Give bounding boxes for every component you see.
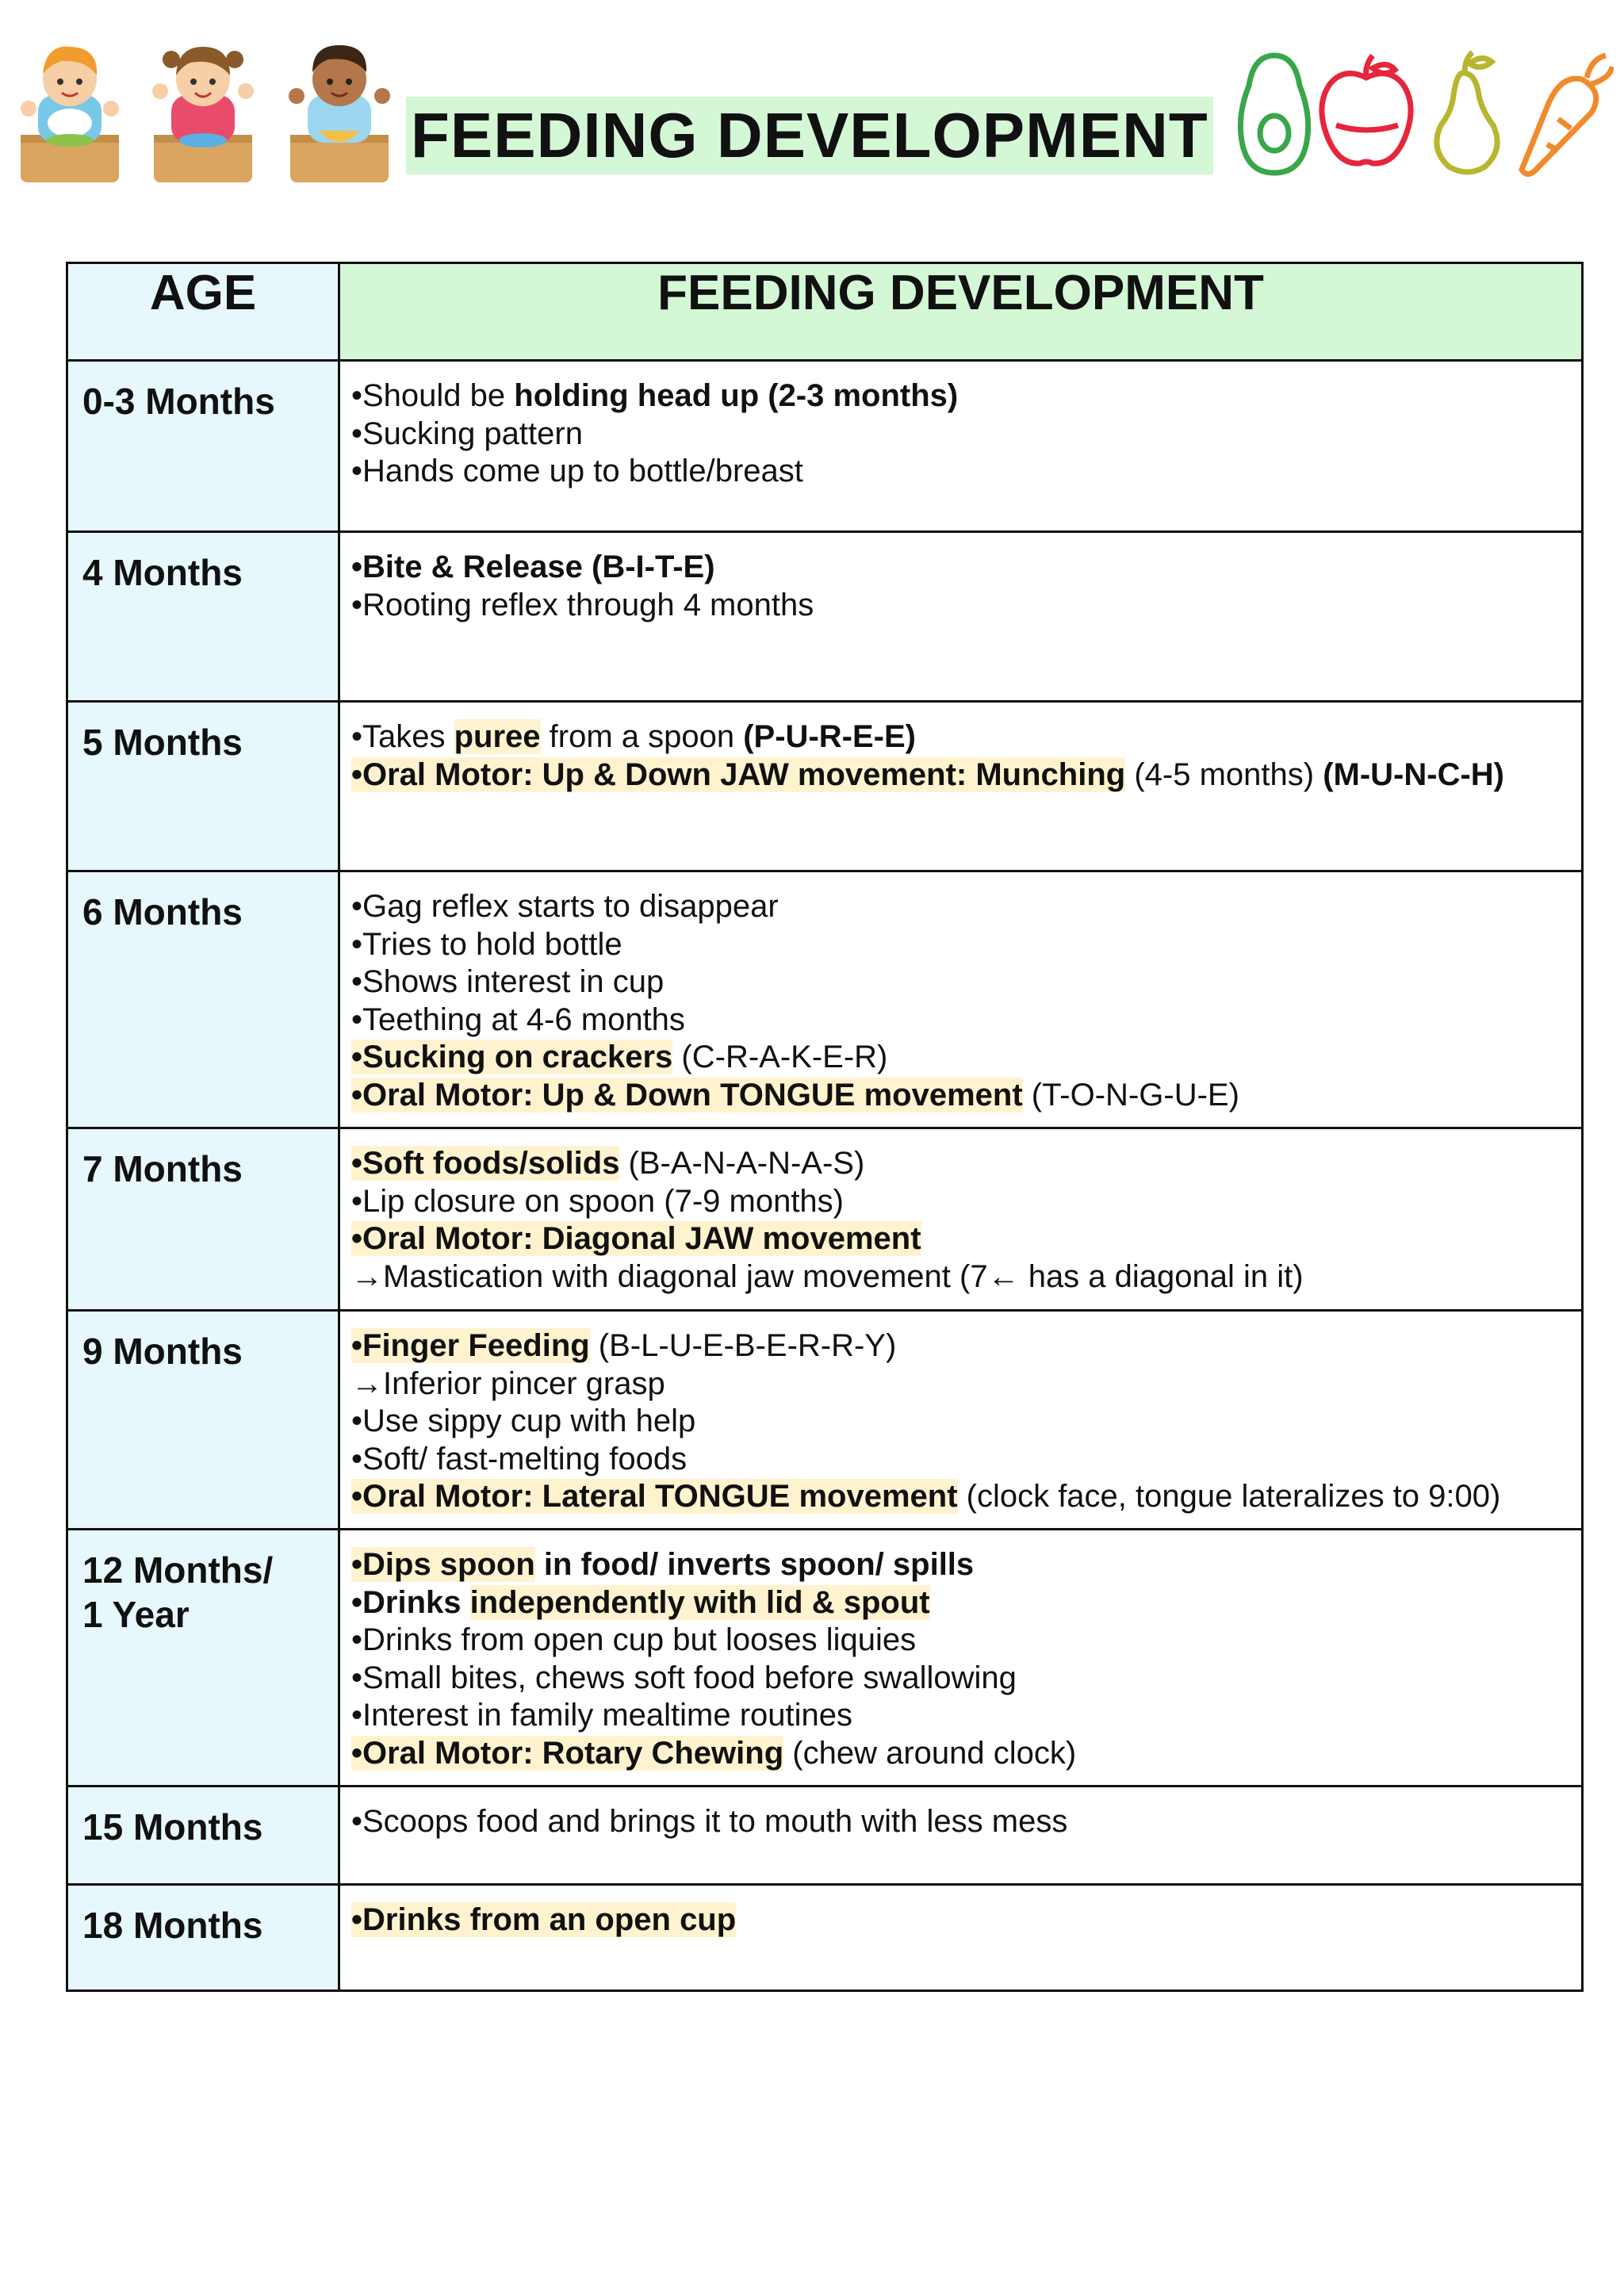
highlighted-text: •Sucking on crackers — [351, 1040, 673, 1074]
carrot-icon — [1522, 56, 1612, 174]
milestone-item — [351, 549, 1581, 587]
milestone-item — [351, 1441, 1581, 1479]
table-row — [67, 702, 1583, 871]
milestone-item — [351, 1901, 1581, 1940]
milestone-item — [351, 1735, 1581, 1773]
development-cell — [339, 532, 1583, 702]
highlighted-text: •Finger Feeding — [351, 1328, 590, 1363]
milestone-item — [351, 377, 1581, 416]
text-segment: •Sucking pattern — [351, 416, 583, 451]
development-cell — [339, 1311, 1583, 1530]
age-cell: 4 Months — [67, 532, 339, 702]
table-row — [67, 1530, 1583, 1787]
milestone-item — [351, 1145, 1581, 1183]
apple-icon — [1322, 56, 1411, 163]
bold-text: (M-U-N-C-H) — [1323, 756, 1504, 792]
bold-text: holding head up (2-3 months) — [514, 378, 959, 413]
avocado-icon — [1240, 56, 1308, 173]
milestone-item — [351, 1622, 1581, 1660]
page-title: FEEDING DEVELOPMENT — [406, 97, 1213, 174]
text-segment: •Hands come up to bottle/breast — [351, 454, 803, 488]
highlighted-text: •Soft foods/solids — [351, 1146, 620, 1181]
highlighted-text: •Dips spoon — [351, 1547, 535, 1582]
text-segment: •Scoops food and brings it to mouth with less mess — [351, 1804, 1068, 1839]
text-segment: from a spoon — [540, 719, 744, 754]
development-cell — [339, 1885, 1583, 1991]
development-cell — [339, 702, 1583, 871]
table-row — [67, 1787, 1583, 1885]
table-row — [67, 361, 1583, 532]
text-segment: (C-R-A-K-E-R) — [672, 1040, 888, 1074]
header — [0, 0, 1624, 206]
milestone-item — [351, 416, 1581, 454]
milestone-item — [351, 1077, 1581, 1115]
milestone-item — [351, 1546, 1581, 1584]
text-segment: •Soft/ fast-melting foods — [351, 1441, 688, 1476]
age-cell: 18 Months — [67, 1885, 339, 1991]
text-segment: •Teething at 4-6 months — [351, 1001, 685, 1037]
milestone-item — [351, 453, 1581, 491]
text-segment: (B-A-N-A-N-A-S) — [619, 1146, 865, 1181]
text-segment: •Lip closure on spoon (7-9 months) — [351, 1183, 844, 1219]
text-segment: →Inferior pincer grasp — [351, 1365, 665, 1401]
age-cell: 6 Months — [67, 871, 339, 1128]
text-segment: •Should be — [351, 378, 515, 413]
age-cell: 5 Months — [67, 702, 339, 871]
age-cell: 7 Months — [67, 1128, 339, 1311]
age-cell: 15 Months — [67, 1787, 339, 1885]
milestone-item — [351, 1403, 1581, 1441]
table-body — [67, 361, 1583, 1991]
age-cell: 9 Months — [67, 1311, 339, 1530]
highlighted-text: •Drinks from an open cup — [351, 1902, 737, 1937]
highlighted-text: •Oral Motor: Rotary Chewing — [351, 1735, 784, 1771]
milestone-item — [351, 1365, 1581, 1404]
milestone-item — [351, 1001, 1581, 1040]
text-segment: (4-5 months) — [1125, 756, 1323, 792]
text-segment: (clock face, tongue lateralizes to 9:00) — [957, 1479, 1501, 1514]
text-segment: •Drinks from open cup but looses liquies — [351, 1622, 917, 1657]
milestone-item — [351, 963, 1581, 1001]
highlighted-text: independently with lid & spout — [469, 1584, 930, 1620]
milestone-item — [351, 718, 1581, 756]
development-cell — [339, 1787, 1583, 1885]
highlighted-text: •Oral Motor: Up & Down JAW movement: Munching — [351, 756, 1126, 792]
highlighted-text: •Oral Motor: Diagonal JAW movement — [351, 1221, 921, 1256]
bold-text: (P-U-R-E-E) — [743, 719, 916, 754]
milestone-item — [351, 587, 1581, 625]
baby-bowl-icon — [284, 36, 395, 186]
text-segment: •Interest in family mealtime routines — [351, 1698, 853, 1733]
table-row — [67, 1311, 1583, 1530]
table-row — [67, 532, 1583, 702]
text-segment: •Small bites, chews soft food before swallowing — [351, 1660, 1017, 1695]
table-row — [67, 1885, 1583, 1991]
text-segment: •Use sippy cup with help — [351, 1404, 696, 1438]
milestone-item — [351, 926, 1581, 964]
milestone-item — [351, 1039, 1581, 1077]
development-cell — [339, 1128, 1583, 1311]
milestone-item — [351, 1327, 1581, 1365]
baby-girl-eating-icon — [147, 36, 259, 186]
text-segment: •Gag reflex starts to disappear — [351, 889, 779, 924]
text-segment: (T-O-N-G-U-E) — [1022, 1077, 1239, 1113]
text-segment: •Rooting reflex through 4 months — [351, 587, 814, 622]
milestone-item — [351, 1584, 1581, 1622]
bold-text: •Bite & Release (B-I-T-E) — [351, 550, 715, 584]
development-cell — [339, 871, 1583, 1128]
bold-text: in food/ inverts spoon/ spills — [534, 1547, 975, 1582]
text-segment: •Shows interest in cup — [351, 964, 665, 999]
baby-eating-icon — [14, 36, 125, 186]
table-row — [67, 1128, 1583, 1311]
highlighted-text: •Oral Motor: Lateral TONGUE movement — [351, 1479, 958, 1514]
milestone-item — [351, 1803, 1581, 1841]
milestone-item — [351, 1697, 1581, 1735]
bold-text: •Drinks — [351, 1584, 470, 1620]
age-cell: 0-3 Months — [67, 361, 339, 532]
text-segment: (chew around clock) — [783, 1735, 1077, 1771]
development-cell — [339, 361, 1583, 532]
text-segment: →Mastication with diagonal jaw movement (7← has a diagonal in it) — [351, 1258, 1304, 1294]
development-cell — [339, 1530, 1583, 1787]
age-cell: 12 Months/ 1 Year — [67, 1530, 339, 1787]
age-column-header: AGE — [67, 263, 339, 361]
table-row — [67, 871, 1583, 1128]
fruit-vegetable-icons — [1233, 46, 1614, 181]
milestone-item — [351, 888, 1581, 926]
milestone-item — [351, 756, 1581, 795]
text-segment: •Takes — [351, 719, 454, 754]
milestone-item — [351, 1258, 1581, 1296]
milestone-item — [351, 1660, 1581, 1698]
milestone-item — [351, 1220, 1581, 1258]
pear-icon — [1437, 52, 1497, 172]
milestone-item — [351, 1183, 1581, 1221]
milestone-item — [351, 1478, 1581, 1516]
highlighted-text: •Oral Motor: Up & Down TONGUE movement — [351, 1077, 1023, 1113]
feeding-table — [66, 262, 1584, 1992]
text-segment: •Tries to hold bottle — [351, 926, 622, 962]
highlighted-text: puree — [454, 719, 541, 754]
text-segment: (B-L-U-E-B-E-R-R-Y) — [589, 1328, 897, 1363]
development-column-header: FEEDING DEVELOPMENT — [339, 263, 1583, 361]
table-header-row — [67, 263, 1583, 361]
